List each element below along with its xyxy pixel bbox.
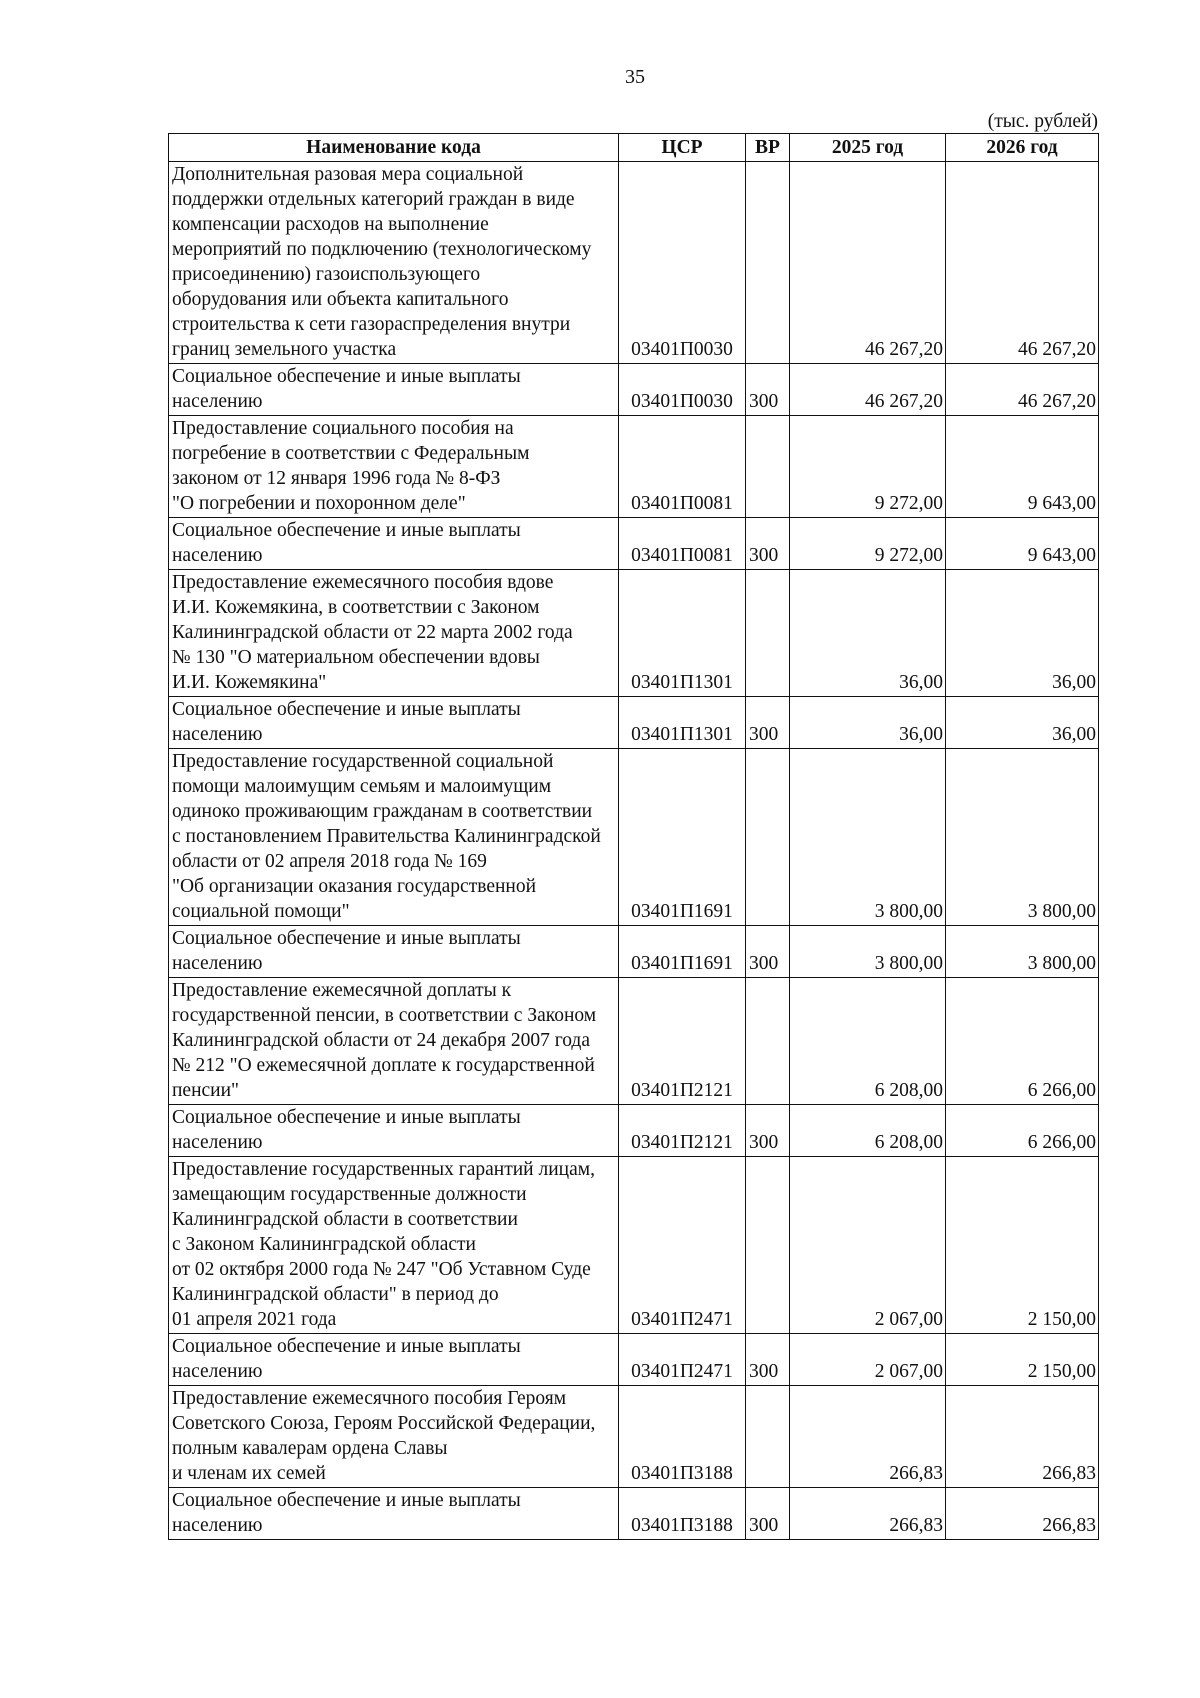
cell-name: Социальное обеспечение и иные выплаты населению [169,364,619,416]
cell-vr [746,416,790,518]
cell-csr: 03401П2471 [619,1334,746,1386]
table-row [169,162,1099,364]
cell-name: Предоставление ежемесячной доплаты к государственной пенсии, в соответствии с Законом Калининградской области от 24 декабря 2007 года № 212 "О ежемесячной доплате к государственной пенсии" [169,978,619,1105]
cell-name: Предоставление социального пособия на погребение в соответствии с Федеральным законом от 12 января 1996 года № 8-ФЗ "О погребении и похоронном деле" [169,416,619,518]
cell-2025: 266,83 [790,1488,946,1540]
cell-2026: 3 800,00 [946,926,1099,978]
cell-vr: 300 [746,926,790,978]
cell-2026: 6 266,00 [946,978,1099,1105]
cell-vr [746,570,790,697]
cell-vr: 300 [746,1488,790,1540]
cell-csr: 03401П1301 [619,570,746,697]
cell-name: Предоставление ежемесячного пособия Героям Советского Союза, Героям Российской Федерации, полным кавалерам ордена Славы и членам их семей [169,1386,619,1488]
table-row [169,978,1099,1105]
cell-2026: 9 643,00 [946,416,1099,518]
table-header-row [169,134,1099,162]
page-number: 35 [625,66,645,88]
cell-2026: 46 267,20 [946,364,1099,416]
table-row [169,364,1099,416]
cell-2025: 3 800,00 [790,749,946,926]
header-name: Наименование кода [169,134,619,162]
cell-vr: 300 [746,1334,790,1386]
cell-2025: 2 067,00 [790,1157,946,1334]
header-2025: 2025 год [790,134,946,162]
cell-2026: 6 266,00 [946,1105,1099,1157]
cell-2025: 36,00 [790,697,946,749]
units-label: (тыс. рублей) [987,111,1098,132]
table-row [169,926,1099,978]
cell-2026: 266,83 [946,1488,1099,1540]
cell-csr: 03401П0030 [619,364,746,416]
table-row [169,416,1099,518]
table-row [169,1386,1099,1488]
table-row [169,570,1099,697]
cell-vr: 300 [746,518,790,570]
cell-2026: 46 267,20 [946,162,1099,364]
table-row [169,749,1099,926]
cell-csr: 03401П2121 [619,1105,746,1157]
cell-name: Предоставление государственных гарантий лицам, замещающим государственные должности Калининградской области в соответствии с Законом Калининградской области от 02 октября 2000 года № 247 "Об Уставном Суде Калининградской области" в период до 01 апреля 2021 года [169,1157,619,1334]
cell-csr: 03401П3188 [619,1488,746,1540]
cell-2025: 3 800,00 [790,926,946,978]
cell-2025: 2 067,00 [790,1334,946,1386]
cell-csr: 03401П3188 [619,1386,746,1488]
cell-2026: 2 150,00 [946,1157,1099,1334]
table-row [169,1157,1099,1334]
cell-vr: 300 [746,1105,790,1157]
cell-name: Социальное обеспечение и иные выплаты населению [169,926,619,978]
cell-2025: 46 267,20 [790,162,946,364]
cell-2026: 36,00 [946,697,1099,749]
cell-name: Социальное обеспечение и иные выплаты населению [169,518,619,570]
header-vr: ВР [746,134,790,162]
cell-2025: 9 272,00 [790,416,946,518]
cell-2026: 266,83 [946,1386,1099,1488]
header-csr: ЦСР [619,134,746,162]
cell-name: Социальное обеспечение и иные выплаты населению [169,1334,619,1386]
cell-name: Социальное обеспечение и иные выплаты населению [169,697,619,749]
cell-name: Предоставление государственной социальной помощи малоимущим семьям и малоимущим одиноко проживающим гражданам в соответствии с постановлением Правительства Калининградской области от 02 апреля 2018 года № 169 "Об организации оказания государственной социальной помощи" [169,749,619,926]
table-row [169,1105,1099,1157]
cell-csr: 03401П0030 [619,162,746,364]
cell-csr: 03401П2471 [619,1157,746,1334]
cell-csr: 03401П0081 [619,416,746,518]
cell-vr [746,162,790,364]
cell-2026: 36,00 [946,570,1099,697]
cell-vr [746,978,790,1105]
cell-2025: 6 208,00 [790,1105,946,1157]
table-row [169,518,1099,570]
table-row [169,1488,1099,1540]
cell-csr: 03401П1301 [619,697,746,749]
cell-vr [746,1157,790,1334]
cell-name: Социальное обеспечение и иные выплаты населению [169,1105,619,1157]
cell-2026: 2 150,00 [946,1334,1099,1386]
cell-csr: 03401П0081 [619,518,746,570]
table-row [169,697,1099,749]
cell-csr: 03401П1691 [619,926,746,978]
cell-vr [746,749,790,926]
cell-vr: 300 [746,697,790,749]
cell-vr [746,1386,790,1488]
cell-name: Социальное обеспечение и иные выплаты населению [169,1488,619,1540]
cell-2025: 46 267,20 [790,364,946,416]
cell-name: Предоставление ежемесячного пособия вдове И.И. Кожемякина, в соответствии с Законом Калининградской области от 22 марта 2002 года № 130 "О материальном обеспечении вдовы И.И. Кожемякина" [169,570,619,697]
table-body [169,162,1099,1540]
budget-table [168,133,1099,1540]
cell-2025: 36,00 [790,570,946,697]
cell-2025: 9 272,00 [790,518,946,570]
cell-2025: 266,83 [790,1386,946,1488]
cell-2025: 6 208,00 [790,978,946,1105]
header-2026: 2026 год [946,134,1099,162]
cell-csr: 03401П2121 [619,978,746,1105]
cell-csr: 03401П1691 [619,749,746,926]
cell-vr: 300 [746,364,790,416]
table-row [169,1334,1099,1386]
cell-2026: 3 800,00 [946,749,1099,926]
cell-name: Дополнительная разовая мера социальной поддержки отдельных категорий граждан в виде компенсации расходов на выполнение мероприятий по подключению (технологическому присоединению) газоиспользующего оборудования или объекта капитального строительства к сети газораспределения внутри границ земельного участка [169,162,619,364]
cell-2026: 9 643,00 [946,518,1099,570]
